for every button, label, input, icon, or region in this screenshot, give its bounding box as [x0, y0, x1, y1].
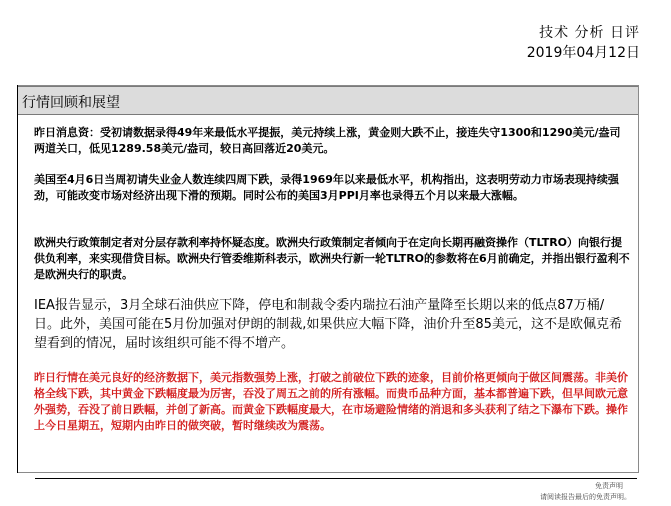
frame-left-border [17, 85, 18, 473]
section-header [18, 86, 638, 115]
paragraph-ecb: 欧洲央行政策制定者对分层存款利率持怀疑态度。欧洲央行政策制定者倾向于在定向长期再融资操作（TLTRO）向银行提供负利率，来实现借贷目标。欧洲央行管委维斯科表示，欧洲央行新一轮TLTRO的参数将在6月前确定，并指出银行盈利不是欧洲央行的职责。 [34, 236, 630, 281]
paragraph-iea-oil: IEA报告显示，3月全球石油供应下降，停电和制裁令委内瑞拉石油产量降至长期以来的低点87万桶/日。此外，美国可能在5月份加强对伊朗的制裁,如果供应大幅下降，油价升至85美元，这不是欧佩克希望看到的情况，届时该组织可能不得不增产。 [34, 298, 622, 351]
footer-disclaimer-note: 请阅读报告最后的免责声明。 [540, 493, 631, 501]
section-title: 行情回顾和展望 [22, 95, 120, 111]
paragraph-news-gold: 昨日消息资：受初请数据录得49年来最低水平提振，美元持续上涨，黄金则大跌不止，接连失守1300和1290美元/盎司两道关口，低见1289.58美元/盎司，较日高回落近20美元。 [34, 126, 621, 155]
paragraph-us-jobless: 美国至4月6日当周初请失业金人数连续四周下跌，录得1969年以来最低水平，机构指出，这表明劳动力市场表现持续强劲，可能改变市场对经济出现下滑的预期。同时公布的美国3月PPI月率也录得五个月以来最大涨幅。 [34, 173, 619, 202]
footer-disclaimer-title: 免责声明 [595, 482, 623, 490]
paragraph-market-review: 昨日行情在美元良好的经济数据下，美元指数强势上涨，打破之前破位下跌的迹象，目前价格更倾向于做区间震荡。非美价格全线下跌，其中黄金下跌幅度最为厉害，吞没了周五之前的所有涨幅。而贵币品种方面，基本都普遍下跌，但早间欧元意外强势，吞没了前日跌幅，并创了新高。而黄金下跌幅度最大，在市场避险情绪的消退和多头获利了结之下瀑布下跌。操作上今日星期五，短期内由昨日的做突破，暂时继续改为震荡。 [34, 371, 628, 432]
report-title: 技术 分析 日评 [539, 25, 640, 41]
footer-divider [35, 478, 637, 479]
report-date: 2019年04月12日 [526, 45, 640, 61]
